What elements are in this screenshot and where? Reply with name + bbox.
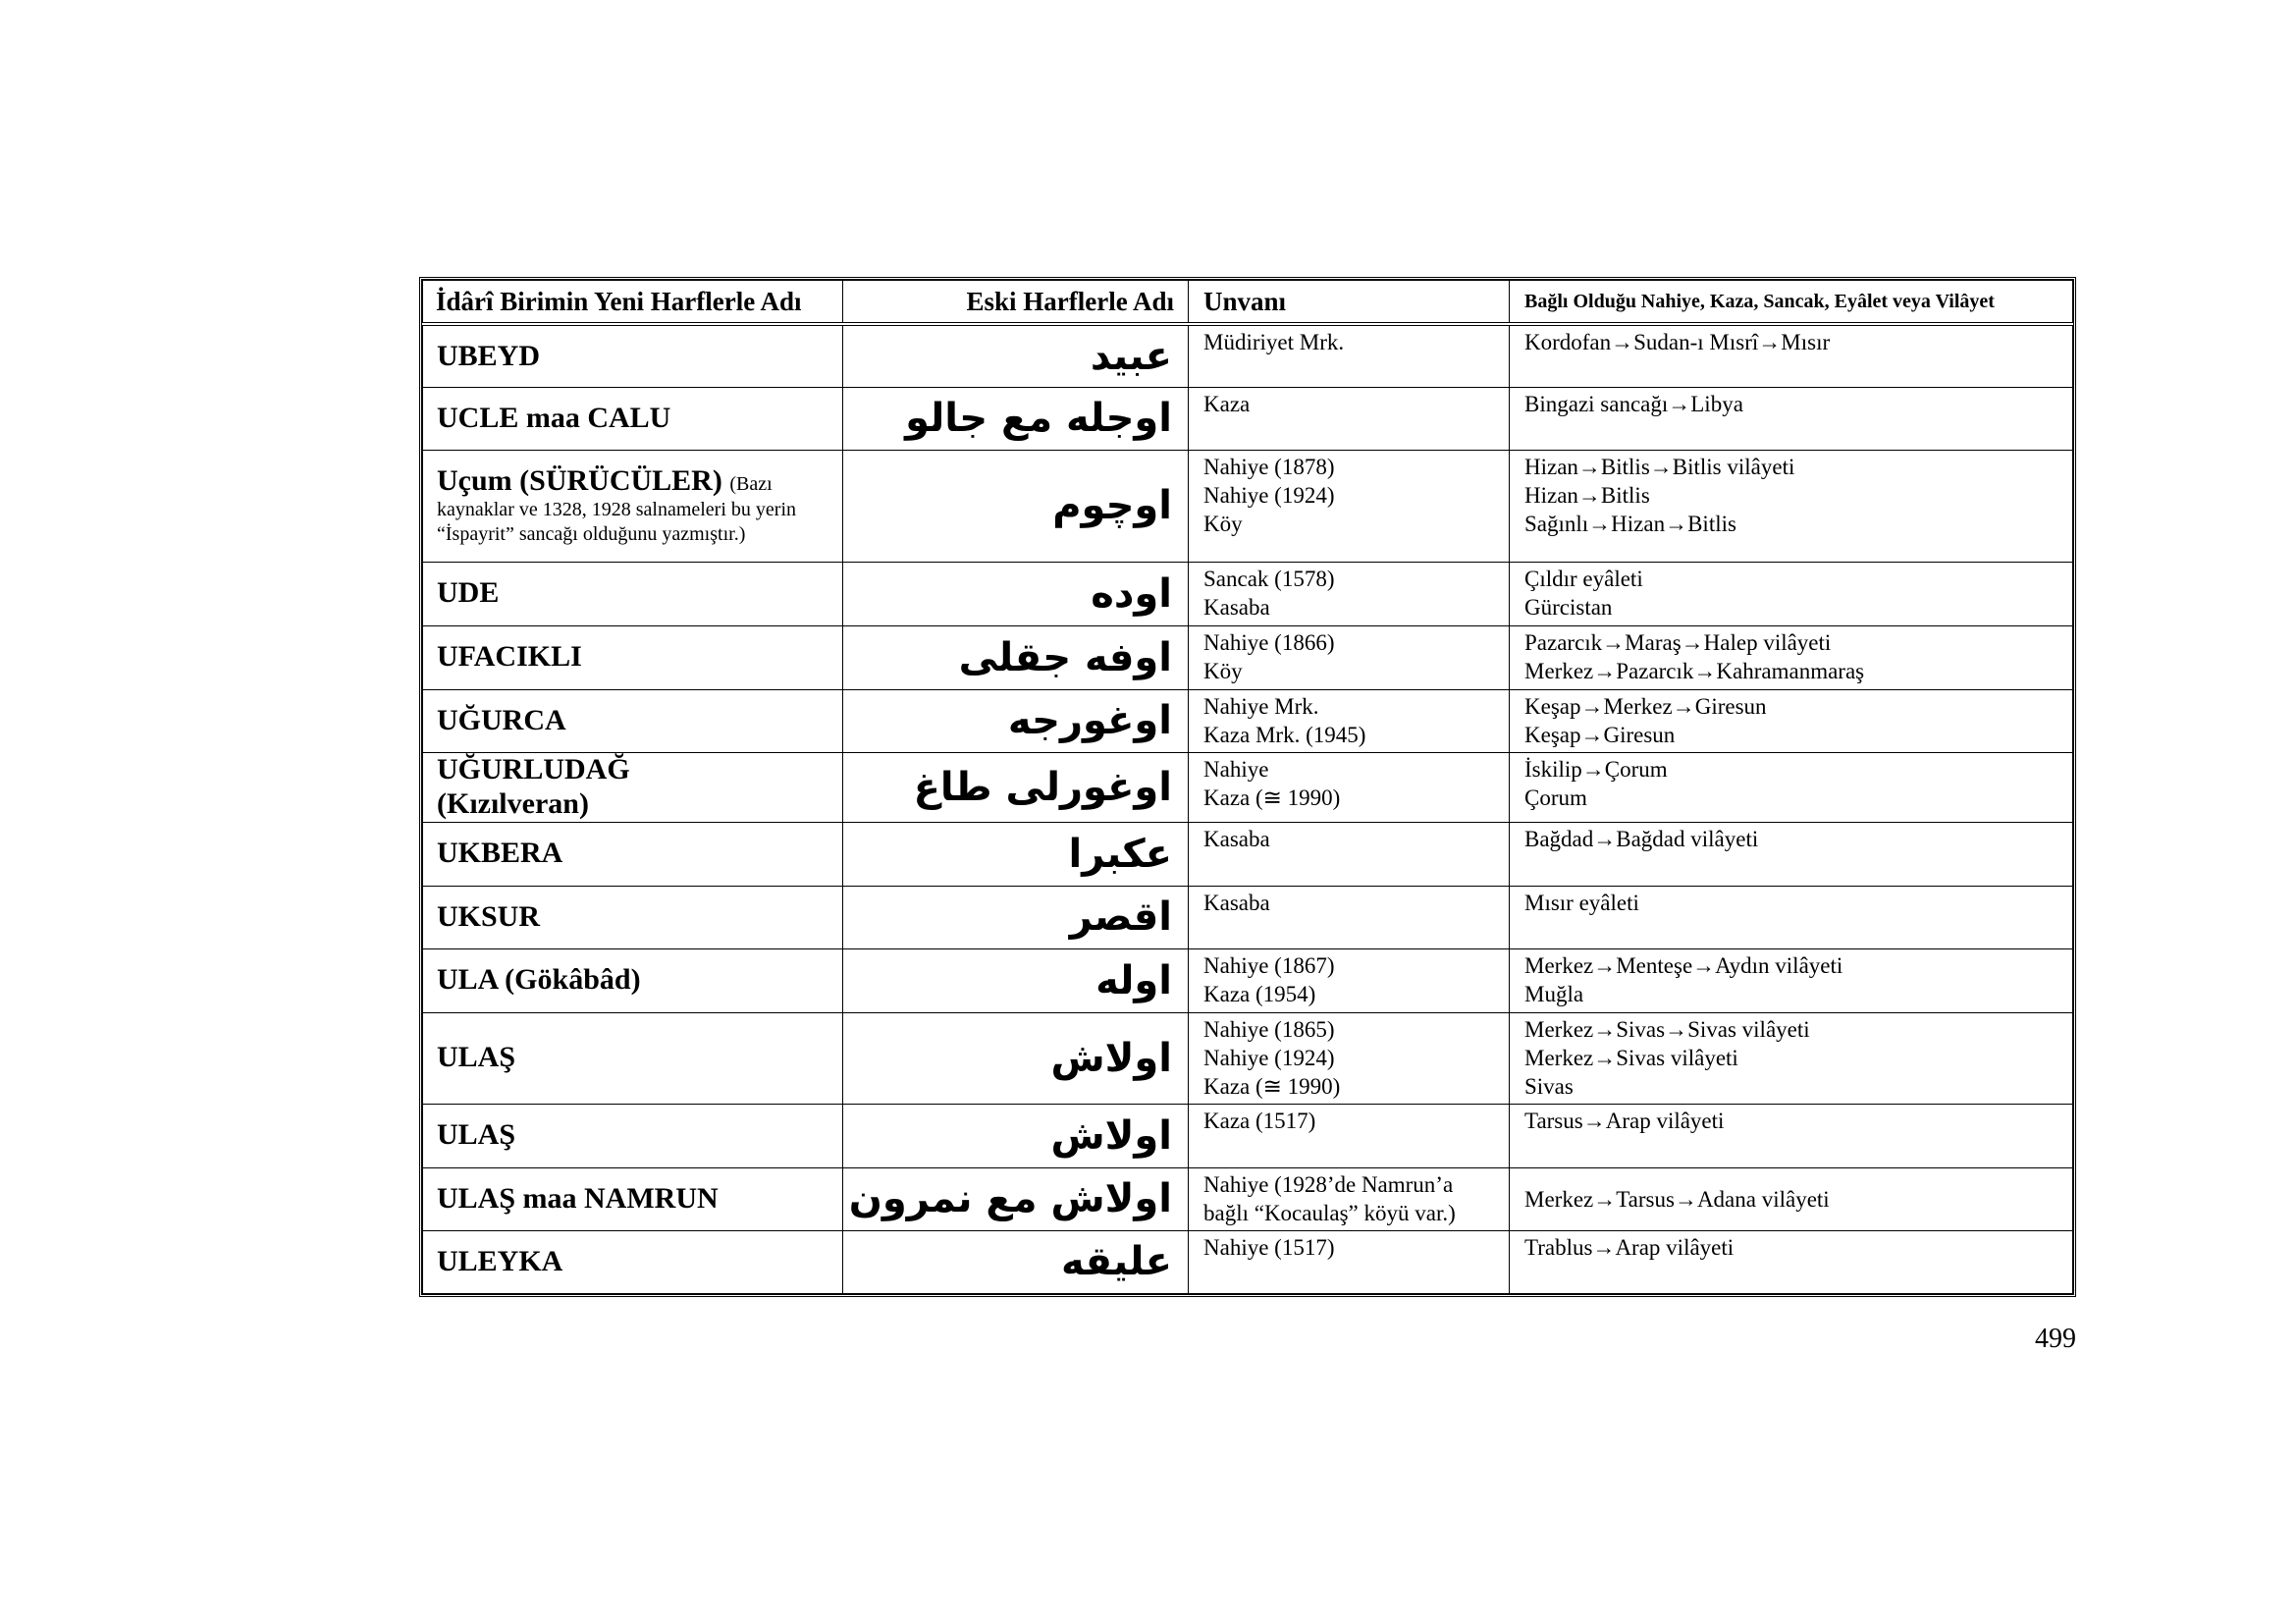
unit-title: Kasaba <box>1189 886 1510 948</box>
table-row <box>423 450 2073 562</box>
parent-line: Çıldır eyâleti <box>1524 566 1643 591</box>
header-old-script: Eski Harflerle Adı <box>843 281 1189 325</box>
page-number: 499 <box>2035 1324 2076 1354</box>
table-row <box>423 324 2073 387</box>
data-table <box>422 280 2073 1294</box>
title-line: Nahiye (1928’de Namrun’a <box>1203 1171 1454 1197</box>
unit-note-inline: (Bazı <box>729 472 773 495</box>
unit-name: ULEYKA <box>423 1230 843 1293</box>
title-line: bağlı “Kocaulaş” köyü var.) <box>1203 1200 1456 1225</box>
unit-title <box>1189 1012 1510 1104</box>
table-row <box>423 1230 2073 1293</box>
unit-name: UKBERA <box>423 822 843 886</box>
unit-parent: Trablus→Arap vilâyeti <box>1510 1230 2073 1293</box>
header-row <box>423 281 2073 325</box>
unit-arabic-name: اوغورجه <box>843 689 1189 752</box>
unit-parent <box>1510 562 2073 625</box>
unit-arabic-name: اوچوم <box>843 450 1189 562</box>
title-line: Kasaba <box>1203 594 1270 620</box>
table-row <box>423 822 2073 886</box>
unit-arabic-name: عكبرا <box>843 822 1189 886</box>
table-row <box>423 562 2073 625</box>
unit-parent <box>1510 1012 2073 1104</box>
unit-title: Kasaba <box>1189 822 1510 886</box>
title-line: Kaza (≅ 1990) <box>1203 785 1341 810</box>
unit-name: ULA (Gökâbâd) <box>423 948 843 1012</box>
unit-note: kaynaklar ve 1328, 1928 salnameleri bu yerin “İspayrit” sancağı olduğunu yazmıştır.) <box>437 499 796 546</box>
table-row <box>423 1012 2073 1104</box>
header-name: İdârî Birimin Yeni Harflerle Adı <box>423 281 843 325</box>
unit-name: ULAŞ maa NAMRUN <box>423 1167 843 1230</box>
parent-line: Çorum <box>1524 785 1587 810</box>
unit-name-cell <box>423 752 843 822</box>
parent-line: Merkez→Sivas→Sivas vilâyeti <box>1524 1016 1810 1042</box>
unit-name: UBEYD <box>423 324 843 387</box>
title-line: Nahiye (1865) <box>1203 1016 1335 1042</box>
unit-title <box>1189 948 1510 1012</box>
table-row <box>423 1104 2073 1167</box>
parent-line: Muğla <box>1524 981 1584 1006</box>
parent-line: Sağınlı→Hizan→Bitlis <box>1524 511 1736 536</box>
unit-parent <box>1510 948 2073 1012</box>
unit-arabic-name: اقصر <box>843 886 1189 948</box>
unit-arabic-name: اولاش <box>843 1104 1189 1167</box>
unit-parent <box>1510 450 2073 562</box>
unit-parent: Bağdad→Bağdad vilâyeti <box>1510 822 2073 886</box>
table-row <box>423 752 2073 822</box>
header-parent: Bağlı Olduğu Nahiye, Kaza, Sancak, Eyâlet veya Vilâyet <box>1510 281 2073 325</box>
parent-line: Hizan→Bitlis <box>1524 482 1650 508</box>
title-line: Nahiye (1867) <box>1203 952 1335 978</box>
table-row <box>423 689 2073 752</box>
title-line: Nahiye (1878) <box>1203 454 1335 479</box>
unit-name: ULAŞ <box>423 1012 843 1104</box>
title-line: Nahiye (1924) <box>1203 482 1335 508</box>
unit-title: Nahiye (1517) <box>1189 1230 1510 1293</box>
unit-parent <box>1510 689 2073 752</box>
table-row <box>423 387 2073 450</box>
title-line: Nahiye Mrk. <box>1203 693 1319 719</box>
unit-name: Uçum (SÜRÜCÜLER) <box>437 463 722 497</box>
parent-line: Keşap→Merkez→Giresun <box>1524 693 1767 719</box>
administrative-units-table <box>419 277 2076 1297</box>
unit-name: UKSUR <box>423 886 843 948</box>
title-line: Köy <box>1203 511 1243 536</box>
unit-arabic-name: عبيد <box>843 324 1189 387</box>
unit-name: UFACIKLI <box>423 625 843 689</box>
unit-parent: Kordofan→Sudan-ı Mısrî→Mısır <box>1510 324 2073 387</box>
parent-line: Gürcistan <box>1524 594 1613 620</box>
unit-title <box>1189 450 1510 562</box>
unit-arabic-name: اوجله مع جالو <box>843 387 1189 450</box>
unit-name: UCLE maa CALU <box>423 387 843 450</box>
unit-title: Kaza (1517) <box>1189 1104 1510 1167</box>
title-line: Köy <box>1203 658 1243 683</box>
unit-arabic-name: اوغورلی طاغ <box>843 752 1189 822</box>
title-line: Nahiye <box>1203 756 1269 782</box>
unit-title: Kaza <box>1189 387 1510 450</box>
unit-title: Müdiriyet Mrk. <box>1189 324 1510 387</box>
unit-arabic-name: اولاش <box>843 1012 1189 1104</box>
unit-alt-name: (Kızılveran) <box>437 786 589 820</box>
table-row <box>423 625 2073 689</box>
title-line: Sancak (1578) <box>1203 566 1335 591</box>
unit-title <box>1189 625 1510 689</box>
unit-parent: Merkez→Tarsus→Adana vilâyeti <box>1510 1167 2073 1230</box>
table-row <box>423 948 2073 1012</box>
parent-line: Merkez→Pazarcık→Kahramanmaraş <box>1524 658 1865 683</box>
parent-line: Merkez→Sivas vilâyeti <box>1524 1045 1738 1070</box>
unit-title <box>1189 689 1510 752</box>
unit-parent: Tarsus→Arap vilâyeti <box>1510 1104 2073 1167</box>
unit-parent <box>1510 752 2073 822</box>
unit-arabic-name: اوفه جقلی <box>843 625 1189 689</box>
unit-arabic-name: اولاش مع نمرون <box>843 1167 1189 1230</box>
unit-arabic-name: عليقه <box>843 1230 1189 1293</box>
title-line: Nahiye (1866) <box>1203 629 1335 655</box>
parent-line: Hizan→Bitlis→Bitlis vilâyeti <box>1524 454 1795 479</box>
unit-name-cell <box>423 450 843 562</box>
unit-title <box>1189 562 1510 625</box>
parent-line: Merkez→Menteşe→Aydın vilâyeti <box>1524 952 1843 978</box>
unit-parent <box>1510 625 2073 689</box>
title-line: Kaza Mrk. (1945) <box>1203 722 1366 747</box>
parent-line: Keşap→Giresun <box>1524 722 1676 747</box>
title-line: Nahiye (1924) <box>1203 1045 1335 1070</box>
unit-parent: Bingazi sancağı→Libya <box>1510 387 2073 450</box>
unit-arabic-name: اوله <box>843 948 1189 1012</box>
parent-line: İskilip→Çorum <box>1524 756 1668 782</box>
unit-arabic-name: اوده <box>843 562 1189 625</box>
table-row <box>423 1167 2073 1230</box>
unit-title <box>1189 752 1510 822</box>
header-title: Unvanı <box>1189 281 1510 325</box>
parent-line: Sivas <box>1524 1073 1574 1099</box>
table-row <box>423 886 2073 948</box>
unit-name: UDE <box>423 562 843 625</box>
title-line: Kaza (1954) <box>1203 981 1316 1006</box>
unit-parent: Mısır eyâleti <box>1510 886 2073 948</box>
unit-name: UĞURCA <box>423 689 843 752</box>
title-line: Kaza (≅ 1990) <box>1203 1073 1341 1099</box>
parent-line: Pazarcık→Maraş→Halep vilâyeti <box>1524 629 1832 655</box>
unit-name: UĞURLUDAĞ <box>437 753 630 785</box>
unit-name: ULAŞ <box>423 1104 843 1167</box>
unit-title <box>1189 1167 1510 1230</box>
